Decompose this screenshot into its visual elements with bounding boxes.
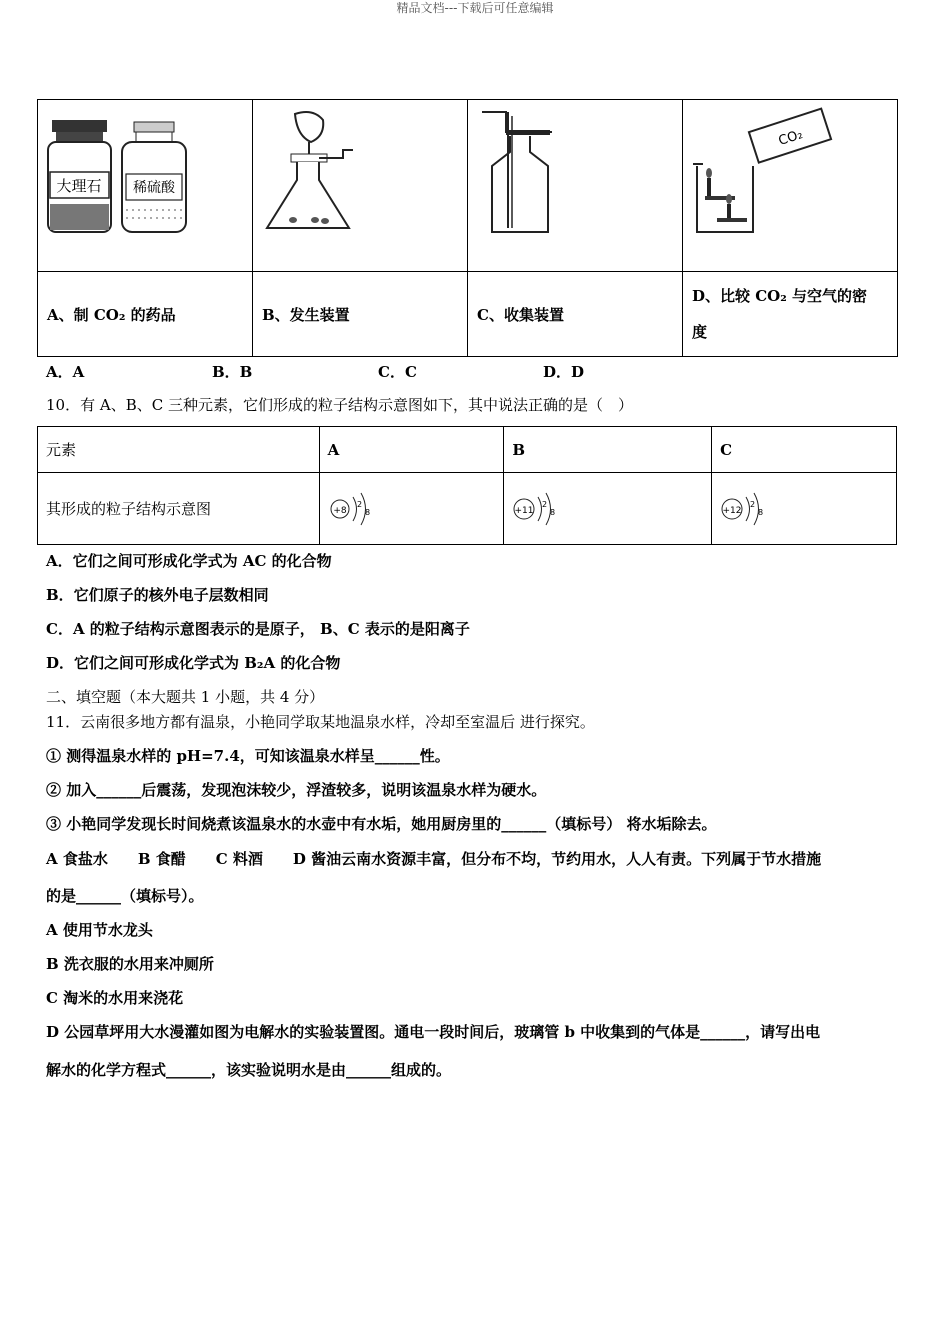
nucleus-a-charge: +8 <box>332 505 347 516</box>
density-comparison-figure <box>683 100 897 271</box>
label-c: C、收集装置 <box>468 272 683 357</box>
q11-part-4: 的是______（填标号）。 <box>46 887 204 905</box>
label-b: B、发生装置 <box>253 272 468 357</box>
q10-option-c: C．A 的粒子结构示意图表示的是原子， B、C 表示的是阳离子 <box>46 620 470 638</box>
flame-high <box>706 168 712 178</box>
q11-stem: 11．云南很多地方都有温泉，小艳同学取某地温泉水样，冷却至室温后 进行探究。 <box>46 713 595 731</box>
nucleus-b-charge: +11 <box>514 505 534 516</box>
shell-b-1-electrons: 2 <box>542 499 548 509</box>
q11-part-5: 解水的化学方程式______，该实验说明水是由______组成的。 <box>46 1061 452 1079</box>
gas-collection-bottle-figure <box>468 100 682 271</box>
drugs-image-cell <box>38 100 253 272</box>
shell-a-1 <box>353 497 357 521</box>
inlet-tube-top <box>482 112 552 132</box>
header-element: 元素 <box>38 427 320 473</box>
stair-step-2 <box>717 218 747 222</box>
density-image-cell <box>683 100 898 272</box>
header-b: B <box>504 427 712 473</box>
q11-part-1: ① 测得温泉水样的 pH=7.4，可知该温泉水样呈______性。 <box>46 747 450 765</box>
section-2-title: 二、填空题（本大题共 1 小题，共 4 分） <box>46 688 325 706</box>
header-c: C <box>712 427 897 473</box>
q10-stem: 10．有 A、B、C 三种元素，它们形成的粒子结构示意图如下，其中说法正确的是（ ） <box>46 396 633 414</box>
bottle1-cap <box>52 120 107 132</box>
bottle2-label: 稀硫酸 <box>133 180 175 196</box>
q10-option-d: D．它们之间可形成化学式为 B₂A 的化合物 <box>46 654 341 672</box>
generator-image-cell <box>253 100 468 272</box>
bottle1-neck <box>56 132 103 142</box>
solid-reagent-3 <box>321 218 329 224</box>
shell-c-2-electrons: 8 <box>758 507 764 517</box>
collector-image-cell <box>468 100 683 272</box>
solid-reagent-1 <box>289 217 297 223</box>
label-d <box>683 272 898 357</box>
particle-diagram-c <box>720 489 780 529</box>
bottle2-neck <box>136 132 172 142</box>
q9-option-c: C．C <box>378 363 417 381</box>
diagram-a-cell <box>319 473 504 545</box>
q11-measure-d: D 公园草坪用大水漫灌如图为电解水的实验装置图。通电一段时间后，玻璃管 b 中收集到的气体是______，请写出电 <box>46 1023 821 1041</box>
generator-apparatus-figure <box>253 100 467 271</box>
q11-choices: A 食盐水 B 食醋 C 料酒 D 酱油云南水资源丰富，但分布不均，节约用水，人人有责。下列属于节水措施 <box>46 850 822 868</box>
reagent-bottles-figure <box>38 100 252 271</box>
label-a: A、制 CO₂ 的药品 <box>38 272 253 357</box>
q11-measure-c: C 淘米的水用来浇花 <box>46 989 184 1007</box>
diagram-b-cell <box>504 473 712 545</box>
row-label: 其形成的粒子结构示意图 <box>38 473 320 545</box>
q9-option-a: A．A <box>46 363 85 381</box>
bottle1-marble <box>50 204 109 230</box>
page-header: 精品文档---下载后可任意编辑 <box>396 1 554 15</box>
co2-label: CO₂ <box>776 127 805 149</box>
shell-b-2-electrons: 8 <box>550 507 556 517</box>
shell-c-1 <box>746 497 750 521</box>
q11-measure-a: A 使用节水龙头 <box>46 921 153 939</box>
shell-b-1 <box>538 497 542 521</box>
bottle1-label: 大理石 <box>56 177 102 195</box>
separatory-funnel <box>295 112 323 142</box>
q10-option-b: B．它们原子的核外电子层数相同 <box>46 586 269 604</box>
nucleus-c-charge: +12 <box>722 505 742 516</box>
label-d-line2: 度 <box>692 323 708 341</box>
gas-jar <box>492 136 548 232</box>
q11-measure-b: B 洗衣服的水用来冲厕所 <box>46 955 214 973</box>
particle-structure-table <box>37 426 897 545</box>
q9-option-b: B．B <box>212 363 253 381</box>
conical-flask <box>267 162 349 228</box>
q11-part-3: ③ 小艳同学发现长时间烧煮该温泉水的水壶中有水垢，她用厨房里的______（填标号） 将水垢除去。 <box>46 815 717 833</box>
particle-diagram-b <box>512 489 572 529</box>
bottle2-stopper <box>134 122 174 132</box>
apparatus-table <box>37 99 898 357</box>
q11-part-2: ② 加入______后震荡，发现泡沫较少，浮渣较多，说明该温泉水样为硬水。 <box>46 781 547 799</box>
diagram-c-cell <box>712 473 897 545</box>
flame-low <box>726 194 732 204</box>
q9-option-d: D．D <box>543 363 585 381</box>
solid-reagent-2 <box>311 217 319 223</box>
label-d-line1: D、比较 CO₂ 与空气的密 <box>692 287 868 305</box>
q10-option-a: A．它们之间可形成化学式为 AC 的化合物 <box>46 552 332 570</box>
shell-a-1-electrons: 2 <box>356 499 362 509</box>
particle-diagram-a <box>328 489 388 529</box>
shell-a-2-electrons: 8 <box>364 507 370 517</box>
shell-c-1-electrons: 2 <box>750 499 756 509</box>
header-a: A <box>319 427 504 473</box>
